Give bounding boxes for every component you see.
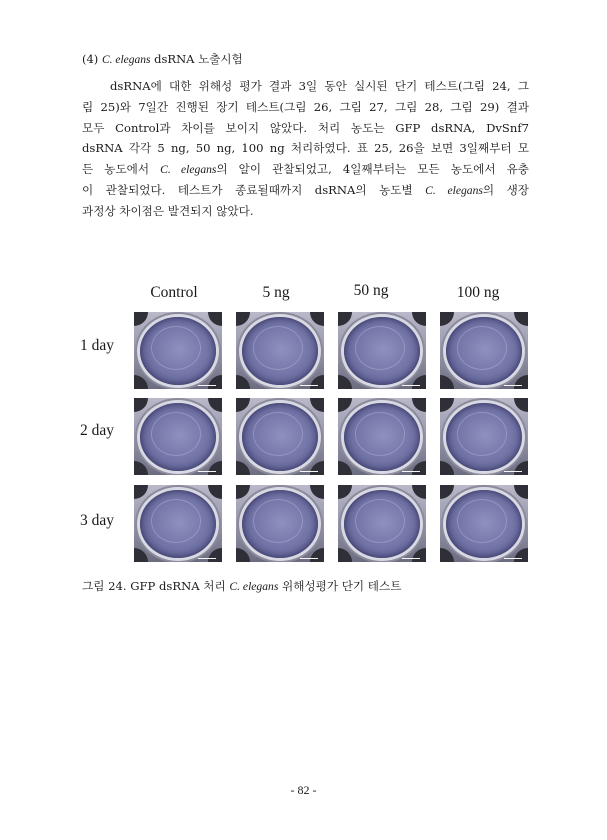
figure-well-grid	[80, 280, 540, 570]
page-number: - 82 -	[290, 783, 317, 797]
well-inner-rim	[457, 326, 507, 370]
well-photo	[440, 398, 528, 475]
plate-corner	[440, 548, 454, 562]
scale-bar	[504, 385, 522, 387]
plate-corner	[208, 398, 222, 412]
well-inner-rim	[355, 412, 405, 456]
plate-corner	[310, 312, 324, 326]
plate-corner	[338, 312, 352, 326]
row-label-day3: 3 day	[80, 512, 115, 529]
plate-corner	[134, 398, 148, 412]
plate-corner	[208, 485, 222, 499]
scale-bar	[300, 558, 318, 560]
scale-bar	[402, 558, 420, 560]
well-photo	[440, 485, 528, 562]
plate-corner	[514, 375, 528, 389]
plate-corner	[514, 398, 528, 412]
plate-corner	[412, 461, 426, 475]
scale-bar	[402, 385, 420, 387]
plate-corner	[236, 312, 250, 326]
row-label-day2: 2 day	[80, 422, 115, 439]
scale-bar	[198, 385, 216, 387]
paragraph-line	[82, 201, 529, 222]
column-header-control: Control	[150, 284, 198, 301]
figure-caption	[82, 578, 401, 594]
row-label-day1: 1 day	[80, 337, 115, 354]
well-photo	[338, 398, 426, 475]
well-inner-rim	[355, 326, 405, 370]
well-inner-rim	[355, 499, 405, 543]
well-inner-rim	[457, 499, 507, 543]
plate-corner	[236, 398, 250, 412]
well-photo	[236, 398, 324, 475]
plate-corner	[338, 375, 352, 389]
plate-corner	[412, 548, 426, 562]
well-inner-rim	[253, 499, 303, 543]
paragraph-line	[82, 159, 529, 180]
plate-corner	[310, 485, 324, 499]
text-run: 과정상 차이점은 발견되지 않았다.	[82, 203, 254, 218]
plate-corner	[236, 461, 250, 475]
plate-corner	[134, 548, 148, 562]
plate-corner	[236, 375, 250, 389]
text-run: dsRNA 각각 5 ng, 50 ng, 100 ng 처리하였다. 표 25, 26을 보면 3일째부터 모	[82, 141, 529, 156]
plate-corner	[514, 548, 528, 562]
plate-corner	[236, 485, 250, 499]
plate-corner	[440, 375, 454, 389]
section-number: (4)	[82, 52, 99, 66]
paragraph-line	[82, 76, 529, 97]
scale-bar	[504, 558, 522, 560]
species-name: C. elegans	[425, 183, 483, 197]
text-run: 든 농도에서	[82, 162, 161, 177]
text-run: 림 25)와 7일간 진행된 장기 테스트(그림 26, 그림 27, 그림 28, 그림 29) 결과	[82, 99, 529, 114]
body-paragraph	[82, 76, 529, 222]
species-name: C. elegans	[101, 54, 151, 66]
scale-bar	[198, 558, 216, 560]
plate-corner	[208, 548, 222, 562]
plate-corner	[338, 485, 352, 499]
plate-corner	[310, 375, 324, 389]
plate-corner	[236, 548, 250, 562]
plate-corner	[440, 398, 454, 412]
text-run: dsRNA에 대한 위해성 평가 결과 3일 동안 실시된 단기 테스트(그림 24, 그	[110, 79, 529, 93]
plate-corner	[208, 461, 222, 475]
plate-corner	[338, 548, 352, 562]
well-inner-rim	[151, 412, 201, 456]
paragraph-line	[82, 118, 529, 139]
scale-bar	[504, 471, 522, 473]
well-photo	[440, 312, 528, 389]
plate-corner	[134, 461, 148, 475]
scale-bar	[198, 471, 216, 473]
well-photo	[338, 485, 426, 562]
paragraph-line	[82, 138, 529, 159]
section-title: dsRNA 노출시험	[154, 52, 243, 66]
plate-corner	[412, 375, 426, 389]
scale-bar	[402, 471, 420, 473]
text-run: 의 알이 관찰되었고, 4일째부터는 모든 농도에서 유충	[216, 162, 529, 177]
plate-corner	[440, 461, 454, 475]
plate-corner	[134, 312, 148, 326]
caption-species: C. elegans	[229, 580, 279, 593]
well-photo	[134, 398, 222, 475]
well-photo	[236, 312, 324, 389]
plate-corner	[412, 312, 426, 326]
text-run: 의 생장	[482, 182, 529, 197]
plate-corner	[412, 485, 426, 499]
plate-corner	[208, 312, 222, 326]
plate-corner	[440, 312, 454, 326]
plate-corner	[310, 548, 324, 562]
paragraph-line	[82, 180, 529, 201]
well-photo	[236, 485, 324, 562]
plate-corner	[134, 485, 148, 499]
column-header-100ng: 100 ng	[456, 284, 500, 301]
plate-corner	[208, 375, 222, 389]
plate-corner	[412, 398, 426, 412]
plate-corner	[514, 312, 528, 326]
well-inner-rim	[151, 499, 201, 543]
plate-corner	[310, 461, 324, 475]
plate-corner	[514, 461, 528, 475]
well-inner-rim	[151, 326, 201, 370]
plate-corner	[338, 398, 352, 412]
well-inner-rim	[253, 412, 303, 456]
text-run: 이 관찰되었다. 테스트가 종료될때까지 dsRNA의 농도별	[82, 182, 426, 197]
well-photo	[134, 485, 222, 562]
paragraph-line	[82, 97, 529, 118]
column-header-50ng: 50 ng	[353, 282, 389, 299]
plate-corner	[310, 398, 324, 412]
plate-corner	[134, 375, 148, 389]
scale-bar	[300, 385, 318, 387]
well-photo	[134, 312, 222, 389]
section-heading	[82, 51, 243, 67]
column-header-5ng: 5 ng	[262, 284, 290, 301]
plate-corner	[514, 485, 528, 499]
caption-suffix: 위해성평가 단기 테스트	[278, 579, 402, 593]
text-run: 모두 Control과 차이를 보이지 않았다. 처리 농도는 GFP dsRNA, DvSnf7	[82, 120, 529, 135]
caption-prefix: 그림 24. GFP dsRNA 처리	[82, 579, 230, 593]
plate-corner	[338, 461, 352, 475]
well-inner-rim	[457, 412, 507, 456]
scale-bar	[300, 471, 318, 473]
species-name: C. elegans	[160, 163, 217, 177]
well-photo	[338, 312, 426, 389]
well-inner-rim	[253, 326, 303, 370]
plate-corner	[440, 485, 454, 499]
